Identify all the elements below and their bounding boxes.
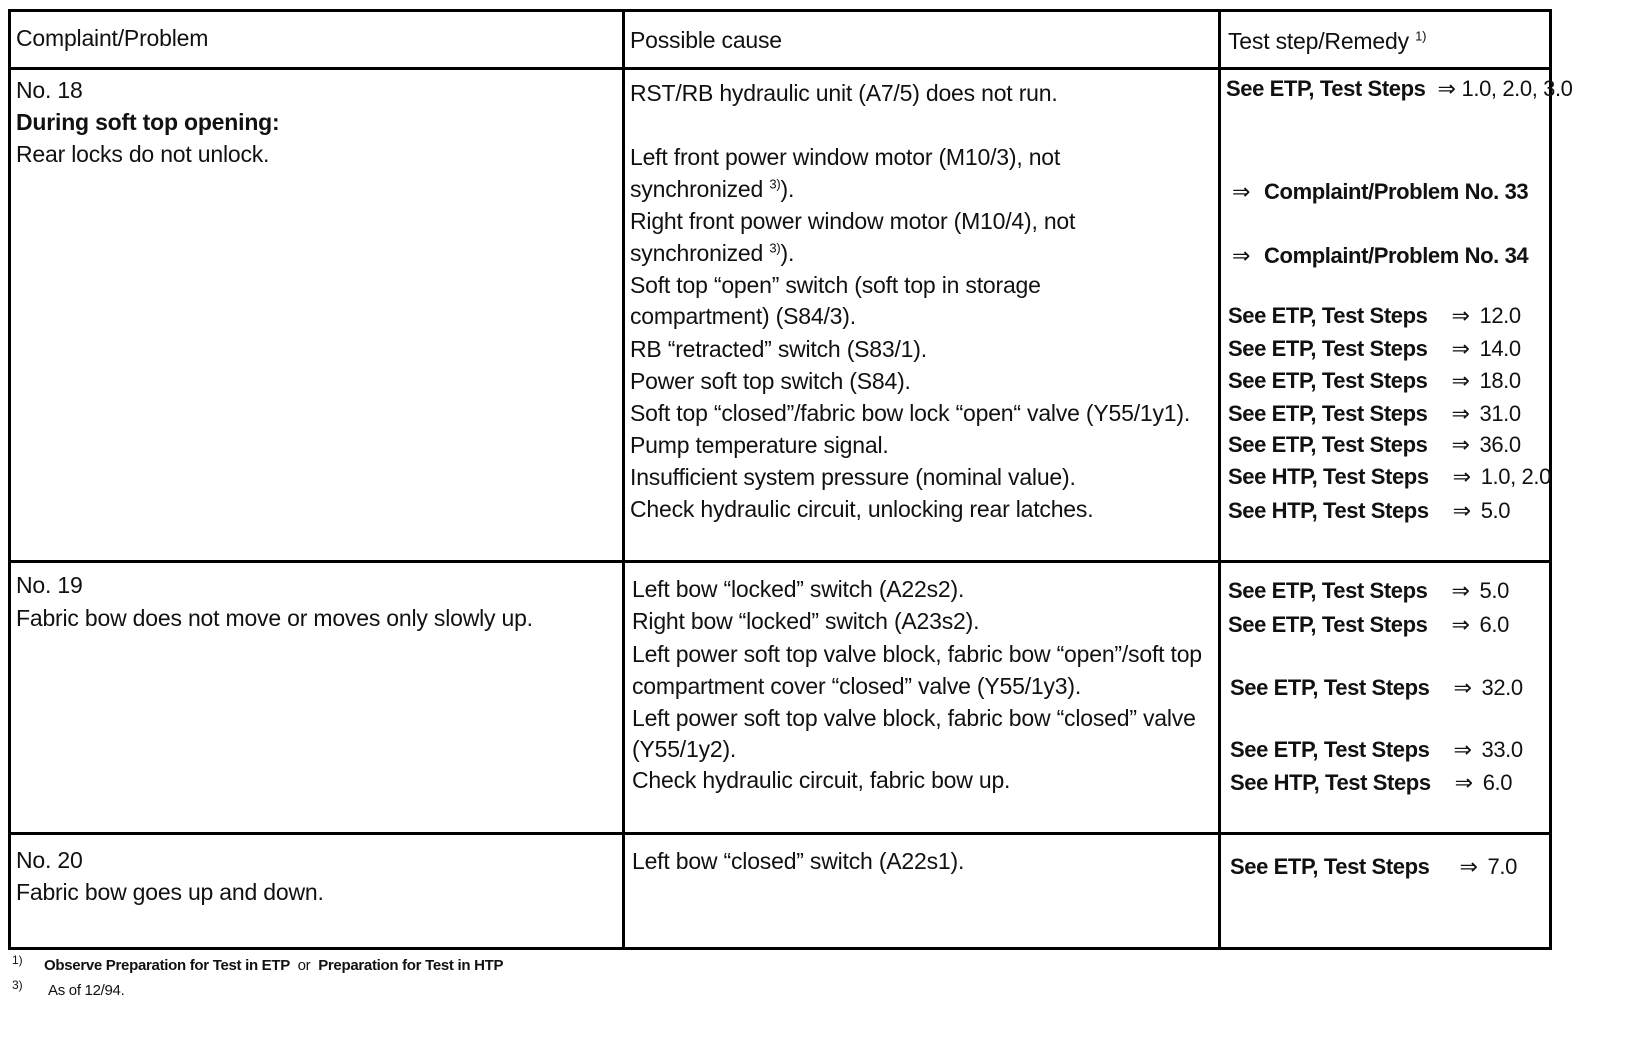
footnote-3-mark: 3) <box>12 978 23 992</box>
row18-remedy-6 <box>1228 365 1521 397</box>
remedy-label: See ETP, Test Steps <box>1226 76 1426 101</box>
remedy-value: 5.0 <box>1480 498 1511 523</box>
header-test-step <box>1228 25 1426 57</box>
row18-cause-5-text: synchronized <box>630 240 764 266</box>
row19-remedy-1 <box>1228 575 1509 607</box>
header-possible-cause: Possible cause <box>630 27 782 53</box>
footnote-ref-3b: 3) <box>769 240 781 256</box>
row18-cause-5-tail: ). <box>780 240 795 266</box>
remedy-label: See ETP, Test Steps <box>1228 303 1428 328</box>
row18-remedy-5 <box>1228 333 1521 365</box>
row20-cause-1: Left bow “closed” switch (A22s1). <box>632 848 965 874</box>
table-rule-bottom <box>8 947 1552 950</box>
row18-remedy-4 <box>1228 300 1521 332</box>
remedy-value: 32.0 <box>1481 675 1523 700</box>
table-rule-header <box>8 67 1552 70</box>
arrow-icon: ⇒ <box>1451 303 1470 328</box>
remedy-value: 6.0 <box>1479 612 1509 637</box>
footnote-3: As of 12/94. <box>48 982 125 999</box>
row19-cause-3: Left power soft top valve block, fabric bow “open”/soft top <box>632 641 1202 667</box>
row18-remedy-9 <box>1228 461 1551 493</box>
arrow-icon: ⇒ <box>1437 76 1456 101</box>
row20-number: No. 20 <box>16 847 83 873</box>
row19-cause-5: Left power soft top valve block, fabric bow “closed” valve <box>632 705 1196 731</box>
row18-number: No. 18 <box>16 77 83 103</box>
row18-cause-13: Check hydraulic circuit, unlocking rear latches. <box>630 496 1094 522</box>
remedy-label: See HTP, Test Steps <box>1228 464 1429 489</box>
arrow-icon: ⇒ <box>1451 401 1470 426</box>
row18-cause-8: RB “retracted” switch (S83/1). <box>630 336 927 362</box>
remedy-label: See ETP, Test Steps <box>1228 368 1428 393</box>
row18-subtitle: During soft top opening: <box>16 109 280 135</box>
remedy-label: See ETP, Test Steps <box>1228 612 1428 637</box>
row19-description: Fabric bow does not move or moves only slowly up. <box>16 605 533 631</box>
remedy-label: See ETP, Test Steps <box>1230 737 1430 762</box>
remedy-label: See ETP, Test Steps <box>1228 578 1428 603</box>
remedy-value: 18.0 <box>1479 368 1521 393</box>
header-footnote-ref: 1) <box>1415 28 1427 44</box>
row18-remedy-1 <box>1226 73 1573 105</box>
remedy-label: See HTP, Test Steps <box>1230 770 1431 795</box>
arrow-icon: ⇒ <box>1454 770 1473 795</box>
arrow-icon: ⇒ <box>1232 179 1251 204</box>
row18-remedy-7 <box>1228 398 1521 430</box>
row18-cause-12: Insufficient system pressure (nominal value). <box>630 464 1076 490</box>
row18-remedy-8 <box>1228 429 1521 461</box>
arrow-icon: ⇒ <box>1453 675 1472 700</box>
row19-number: No. 19 <box>16 572 83 598</box>
remedy-value: 6.0 <box>1482 770 1513 795</box>
arrow-icon: ⇒ <box>1451 578 1470 603</box>
remedy-value: 7.0 <box>1487 854 1517 879</box>
row18-cause-5 <box>630 237 794 269</box>
arrow-icon: ⇒ <box>1452 464 1471 489</box>
remedy-value: 14.0 <box>1479 336 1521 361</box>
row18-cause-11: Pump temperature signal. <box>630 432 889 458</box>
table-rule-col2 <box>1218 9 1221 950</box>
arrow-icon: ⇒ <box>1453 737 1472 762</box>
row20-remedy-1 <box>1230 851 1517 883</box>
row18-cause-7: compartment) (S84/3). <box>630 303 856 329</box>
row18-cause-3-tail: ). <box>780 176 795 202</box>
remedy-value: 5.0 <box>1479 578 1509 603</box>
table-rule-top <box>8 9 1552 12</box>
remedy-label: See ETP, Test Steps <box>1228 432 1428 457</box>
footnote-ref-3: 3) <box>769 176 781 192</box>
header-test-step-label: Test step/Remedy <box>1228 28 1409 54</box>
remedy-label: See ETP, Test Steps <box>1228 401 1428 426</box>
row19-cause-4: compartment cover “closed” valve (Y55/1y3). <box>632 673 1082 699</box>
arrow-icon: ⇒ <box>1451 432 1470 457</box>
row18-cause-3 <box>630 173 794 205</box>
remedy-label: See ETP, Test Steps <box>1230 854 1430 879</box>
table-rule-row19 <box>8 832 1552 835</box>
remedy-value: 12.0 <box>1479 303 1521 328</box>
row19-remedy-4 <box>1230 734 1523 766</box>
row18-cause-4: Right front power window motor (M10/4), not <box>630 208 1076 234</box>
arrow-icon: ⇒ <box>1232 243 1251 268</box>
remedy-value: 36.0 <box>1479 432 1521 457</box>
row19-remedy-2 <box>1228 609 1509 641</box>
row19-cause-1: Left bow “locked” switch (A22s2). <box>632 576 965 602</box>
row19-remedy-3 <box>1230 672 1523 704</box>
footnote-1-text2: Preparation for Test in HTP <box>318 957 504 974</box>
remedy-value: Complaint/Problem No. 34 <box>1264 243 1529 268</box>
remedy-value: 33.0 <box>1481 737 1523 762</box>
table-rule-left <box>8 9 11 950</box>
row18-cause-10: Soft top “closed”/fabric bow lock “open“ valve (Y55/1y1). <box>630 400 1191 426</box>
remedy-label: See HTP, Test Steps <box>1228 498 1429 523</box>
arrow-icon: ⇒ <box>1451 336 1470 361</box>
row18-remedy-3 <box>1232 240 1528 272</box>
remedy-value: Complaint/Problem No. 33 <box>1264 179 1529 204</box>
table-rule-col1 <box>622 9 625 950</box>
row19-cause-7: Check hydraulic circuit, fabric bow up. <box>632 767 1011 793</box>
footnote-1-text: Observe Preparation for Test in ETP <box>44 957 290 974</box>
arrow-icon: ⇒ <box>1451 368 1470 393</box>
row18-cause-3-text: synchronized <box>630 176 764 202</box>
arrow-icon: ⇒ <box>1452 498 1471 523</box>
row18-cause-9: Power soft top switch (S84). <box>630 368 911 394</box>
arrow-icon: ⇒ <box>1451 612 1470 637</box>
row19-cause-6: (Y55/1y2). <box>632 736 737 762</box>
row18-cause-1: RST/RB hydraulic unit (A7/5) does not run. <box>630 80 1058 106</box>
footnote-1 <box>44 957 503 974</box>
row18-cause-6: Soft top “open” switch (soft top in storage <box>630 272 1041 298</box>
row20-description: Fabric bow goes up and down. <box>16 879 324 905</box>
table-rule-row18 <box>8 560 1552 563</box>
footnote-1-mark: 1) <box>12 953 23 967</box>
row18-description: Rear locks do not unlock. <box>16 141 270 167</box>
row19-remedy-5 <box>1230 767 1512 799</box>
row18-remedy-10 <box>1228 495 1510 527</box>
remedy-value: 1.0, 2.0 <box>1480 464 1551 489</box>
row18-cause-2: Left front power window motor (M10/3), not <box>630 144 1061 170</box>
footnote-1-or: or <box>297 957 311 974</box>
remedy-label: See ETP, Test Steps <box>1230 675 1430 700</box>
remedy-value: 1.0, 2.0, 3.0 <box>1461 76 1573 101</box>
remedy-label: See ETP, Test Steps <box>1228 336 1428 361</box>
row18-remedy-2 <box>1232 176 1528 208</box>
arrow-icon: ⇒ <box>1459 854 1478 879</box>
row19-cause-2: Right bow “locked” switch (A23s2). <box>632 608 980 634</box>
header-complaint: Complaint/Problem <box>16 25 209 51</box>
remedy-value: 31.0 <box>1479 401 1521 426</box>
